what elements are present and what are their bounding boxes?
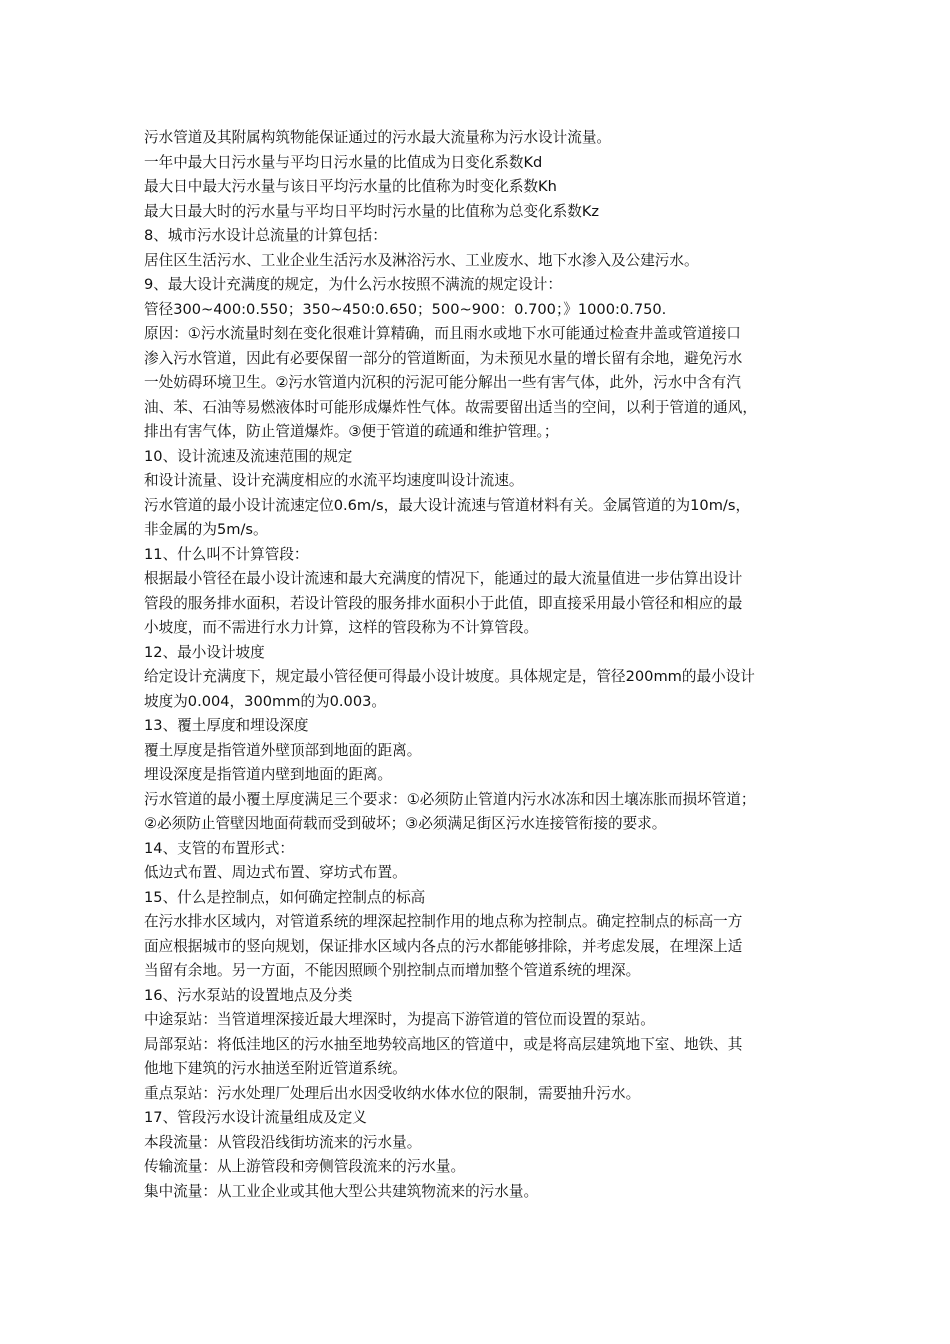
text-line: 管段的服务排水面积，若设计管段的服务排水面积小于此值，即直接采用最小管径和相应的最 xyxy=(144,594,743,612)
text-line: 污水管道的最小设计流速定位0.6m/s，最大设计流速与管道材料有关。金属管道的为10m/s， xyxy=(144,496,751,514)
text-line: 原因：①污水流量时刻在变化很难计算精确，而且雨水或地下水可能通过检查井盖或管道接口 xyxy=(144,325,741,342)
section-heading: 17、管段污水设计流量组成及定义 xyxy=(144,1109,367,1126)
text-line: 一年中最大日污水量与平均日污水量的比值成为日变化系数Kd xyxy=(144,153,543,171)
section-heading: 8、城市污水设计总流量的计算包括： xyxy=(144,227,387,244)
document-body xyxy=(144,126,816,1204)
text-line: 非金属的为5m/s。 xyxy=(144,521,268,538)
text-line: 他地下建筑的污水抽送至附近管道系统。 xyxy=(144,1060,407,1077)
text-line: 排出有害气体，防止管道爆炸。③便于管道的疏通和维护管理。； xyxy=(144,423,559,440)
text-line: 本段流量：从管段沿线街坊流来的污水量。 xyxy=(144,1133,422,1151)
text-line: 中途泵站：当管道埋深接近最大埋深时，为提高下游管道的管位而设置的泵站。 xyxy=(144,1011,655,1028)
text-line: 埋设深度是指管道内壁到地面的距离。 xyxy=(144,766,393,783)
section-heading: 16、污水泵站的设置地点及分类 xyxy=(144,986,353,1004)
text-line: 和设计流量、设计充满度相应的水流平均速度叫设计流速。 xyxy=(144,472,524,489)
text-line: 面应根据城市的竖向规划，保证排水区域内各点的污水都能够排除，并考虑发展，在埋深上适 xyxy=(144,937,743,955)
text-line: 污水管道的最小覆土厚度满足三个要求：①必须防止管道内污水冰冻和因土壤冻胀而损坏管道； xyxy=(144,790,756,808)
text-line: ②必须防止管壁因地面荷载而受到破坏；③必须满足街区污水连接管衔接的要求。 xyxy=(144,815,667,832)
section-heading: 9、最大设计充满度的规定，为什么污水按照不满流的规定设计： xyxy=(144,276,562,293)
section-heading: 14、支管的布置形式： xyxy=(144,839,294,857)
text-line: 给定设计充满度下，规定最小管径便可得最小设计坡度。具体规定是，管径200mm的最小设计 xyxy=(144,668,755,685)
text-line: 在污水排水区域内，对管道系统的埋深起控制作用的地点称为控制点。确定控制点的标高一方 xyxy=(144,913,743,930)
text-line: 一处妨碍环境卫生。②污水管道内沉积的污泥可能分解出一些有害气体，此外，污水中含有汽 xyxy=(144,374,741,391)
text-line: 集中流量：从工业企业或其他大型公共建筑物流来的污水量。 xyxy=(144,1182,539,1200)
section-heading: 13、覆土厚度和埋设深度 xyxy=(144,717,309,734)
text-line: 局部泵站：将低洼地区的污水抽至地势较高地区的管道中，或是将高层建筑地下室、地铁、其 xyxy=(144,1035,743,1053)
text-line: 居住区生活污水、工业企业生活污水及淋浴污水、工业废水、地下水渗入及公建污水。 xyxy=(144,251,699,269)
text-line: 污水管道及其附属构筑物能保证通过的污水最大流量称为污水设计流量。 xyxy=(144,129,612,146)
text-line: 低边式布置、周边式布置、穿坊式布置。 xyxy=(144,864,407,881)
section-heading: 10、设计流速及流速范围的规定 xyxy=(144,447,353,465)
section-heading: 15、什么是控制点，如何确定控制点的标高 xyxy=(144,888,426,906)
text-line: 小坡度，而不需进行水力计算，这样的管段称为不计算管段。 xyxy=(144,619,539,636)
section-heading: 12、最小设计坡度 xyxy=(144,643,265,661)
text-line: 根据最小管径在最小设计流速和最大充满度的情况下，能通过的最大流量值进一步估算出设计 xyxy=(144,570,743,587)
text-line: 最大日中最大污水量与该日平均污水量的比值称为时变化系数Kh xyxy=(144,178,557,195)
text-line: 当留有余地。另一方面，不能因照顾个别控制点而增加整个管道系统的埋深。 xyxy=(144,962,641,979)
text-line: 油、苯、石油等易燃液体时可能形成爆炸性气体。故需要留出适当的空间，以利于管道的通风， xyxy=(144,398,757,416)
text-line: 重点泵站：污水处理厂处理后出水因受收纳水体水位的限制，需要抽升污水。 xyxy=(144,1084,641,1102)
text-line: 渗入污水管道，因此有必要保留一部分的管道断面，为未预见水量的增长留有余地，避免污水 xyxy=(144,349,743,367)
text-line: 管径300~400:0.550；350~450:0.650；500~900：0.700；》1000:0.750. xyxy=(144,300,667,318)
text-line: 最大日最大时的污水量与平均日平均时污水量的比值称为总变化系数Kz xyxy=(144,202,600,220)
text-line: 覆土厚度是指管道外壁顶部到地面的距离。 xyxy=(144,741,422,759)
text-line: 坡度为0.004，300mm的为0.003。 xyxy=(144,692,387,710)
text-line: 传输流量：从上游管段和旁侧管段流来的污水量。 xyxy=(144,1158,466,1175)
section-heading: 11、什么叫不计算管段： xyxy=(144,545,309,563)
